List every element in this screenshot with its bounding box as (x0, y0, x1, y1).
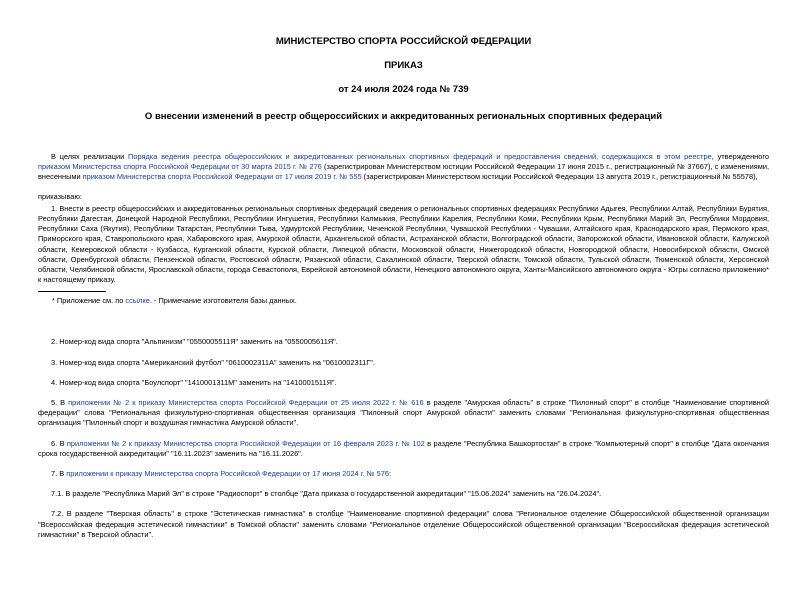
item-1: 1. Внести в реестр общероссийских и аккредитованных региональных спортивных федераций сведения о региональных спортивных федерациях Республики Адыгея, Республики Алтай, Республики Бурятия, Республики Дагестан, Донецкой Народной Республики, Республики Ингушетия, Республики Калмыкия, Республики Карелия, Республики Коми, Республики Крым, Республики Марий Эл, Республики Мордовия, Республики Саха (Якутия), Республики Татарстан, Республики Тыва, Удмуртской Республики, Чеченской Республики, Чувашской Республики - Чувашии, Алтайского края, Краснодарского края, Пермского края, Приморского края, Ставропольского края, Хабаровского края, Амурской области, Архангельской области, Астраханской области, Волгоградской области, Запорожской области, Ивановской области, Калужской области, Кемеровской области - Кузбасса, Курганской области, Курской области, Липецкой области, Московской области, Нижегородской области, Новгородской области, Новосибирской области, Омской области, Оренбургской области, Пензенской области, Ростовской области, Рязанской области, Сахалинской области, Тверской области, Томской области, Тульской области, Тюменской области, Херсонской области, Челябинской области, Ярославской области, города Севастополя, Еврейской автономной области, Ненецкого автономного округа, Ханты-Мансийского автономного округа - Югры согласно приложению* к настоящему приказу. (38, 203, 769, 285)
footnote: * Приложение см. по ссылке. - Примечание изготовителя базы данных. (52, 296, 297, 306)
item-2: 2. Номер-код вида спорта "Альпинизм" "0550005511Я" заменить на "0550005611Я". (51, 337, 338, 347)
item-4: 4. Номер-код вида спорта "Боулспорт" "1410001311М" заменить на "1410001511Я". (51, 377, 337, 387)
link-reestr-order[interactable]: Порядка ведения реестра общероссийских и аккредитованных региональных спортивных федераций и предоставления сведений, содержащихся в этом реестре (128, 152, 712, 161)
item-7: 7. В приложении к приказу Министерства спорта Российской Федерации от 17 июня 2024 г. № 576: (51, 469, 391, 479)
document-title: О внесении изменений в реестр общероссийских и аккредитованных региональных спортивных федераций (144, 111, 663, 122)
item-7-1: 7.1. В разделе "Республика Марий Эл" в строке "Радиоспорт" в столбце "Дата приказа о государственной аккредитации" "15.06.2024" заменить на "26.04.2024". (51, 489, 602, 499)
link-order-576[interactable]: приложении к приказу Министерства спорта Российской Федерации от 17 июня 2024 г. № 576 (66, 469, 389, 479)
link-order-555[interactable]: приказом Министерства спорта Российской Федерации от 17 июля 2019 г. № 555 (82, 172, 362, 182)
link-order-276[interactable]: приказом Министерства спорта Российской Федерации от 30 марта 2015 г. № 276 (38, 162, 322, 172)
intro-paragraph: В целях реализации Порядка ведения реестра общероссийских и аккредитованных региональных спортивных федераций и предоставления сведений, содержащихся в этом реестре, утвержденного приказом Министерства спорта Российской Федерации от 30 марта 2015 г. № 276 (зарегистрирован Министерством юстиции Российской Федерации 17 июня 2015 г., регистрационный № 37667), с изменениями, внесенными приказом Министерства спорта Российской Федерации от 17 июля 2019 г. № 555 (зарегистрирован Министерством юстиции Российской Федерации 13 августа 2019 г., регистрационный № 55578), (38, 152, 770, 182)
item-5: 5. В приложении № 2 к приказу Министерства спорта Российской Федерации от 25 июля 2022 г. № 616 в разделе "Амурская область" в строке "Пилонный спорт" в столбце "Наименование спортивной федерации" слова "Региональная физкультурно-спортивная общественная организация "Пилонный спорт Амурской области" заменить словами "Региональная физкультурно-спортивная общественная организация "Пилонный спорт и воздушная гимнастика Амурской области". (38, 398, 769, 428)
prikazyvayu-text: приказываю: (38, 191, 82, 201)
document-page (0, 36, 807, 607)
date-number-heading: от 24 июля 2024 года № 739 (338, 84, 469, 95)
item-3: 3. Номер-код вида спорта "Американский футбол" "0610002311А" заменить на "0610002311Г". (51, 357, 375, 367)
item-7-2: 7.2. В разделе "Тверская область" в строке "Эстетическая гимнастика" в столбце "Наименование спортивной федерации" слова "Региональное отделение Общероссийской общественной организации "Всероссийская федерация эстетической гимнастики" в Томской области" заменить словами "Региональное отделение Общероссийской общественной организации "Всероссийская федерация эстетической гимнастики" в Тверской области". (38, 509, 769, 539)
link-order-102[interactable]: приложении № 2 к приказу Министерства спорта Российской Федерации от 16 февраля 2023 г. № 102 (66, 438, 425, 448)
footnote-link[interactable]: ссылке (125, 296, 150, 306)
link-order-616[interactable]: приложении № 2 к приказу Министерства спорта Российской Федерации от 25 июля 2022 г. № 616 (68, 398, 424, 408)
item-6: 6. В приложении № 2 к приказу Министерства спорта Российской Федерации от 16 февраля 2023 г. № 102 в разделе "Республика Башкортостан" в строке "Компьютерный спорт" в столбце "Дата окончания срока государственной аккредитации" "16.11.2023" заменить на "16.11.2026". (38, 438, 770, 458)
footnote-divider (38, 291, 106, 292)
doc-type-heading: ПРИКАЗ (384, 60, 423, 71)
ministry-heading: МИНИСТЕРСТВО СПОРТА РОССИЙСКОЙ ФЕДЕРАЦИИ (275, 36, 532, 47)
